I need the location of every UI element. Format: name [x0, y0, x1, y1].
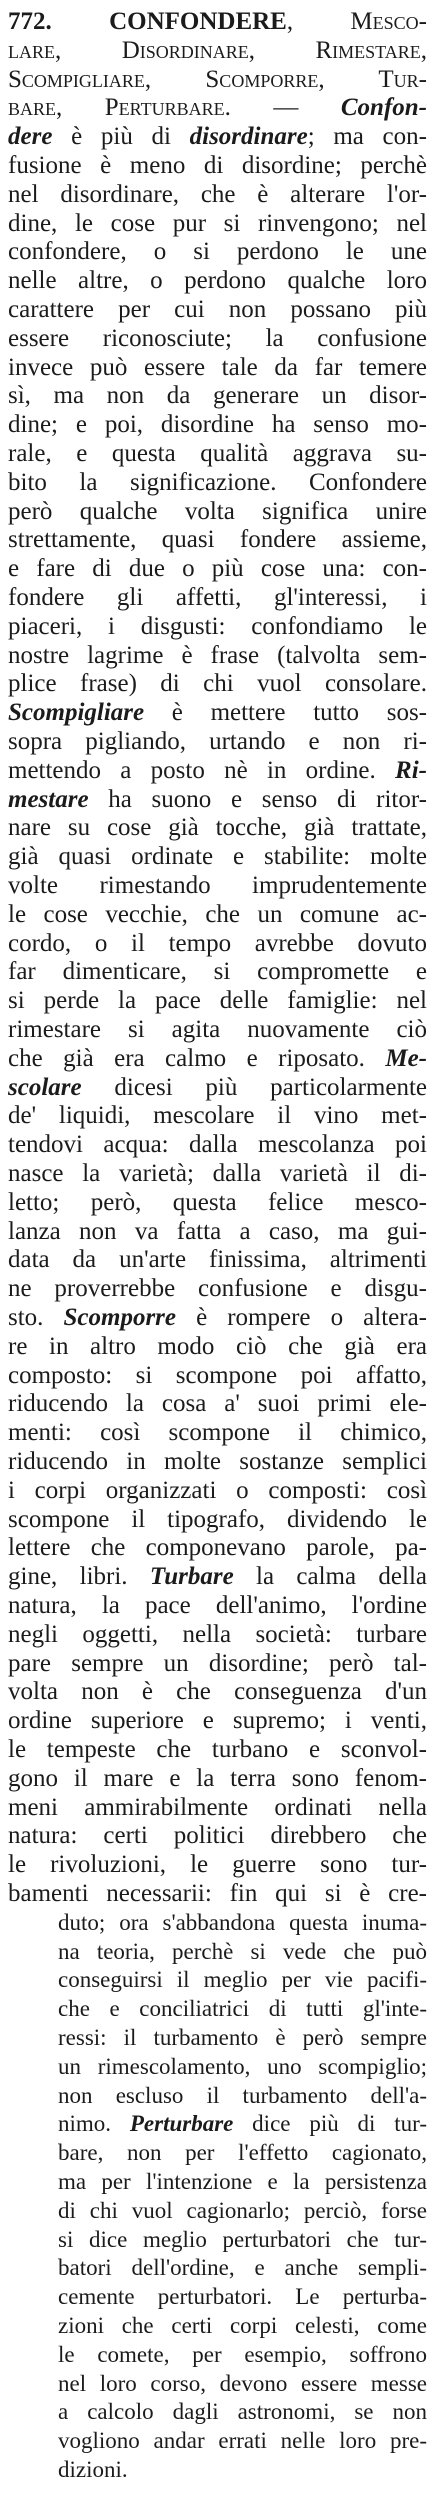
text-segment: volta non è che conseguenza d'un: [8, 1678, 427, 1706]
text-segment: dizioni.: [58, 2457, 128, 2482]
text-segment: gono il mare e la terra sono fenom-: [8, 1764, 427, 1792]
text-segment: 772.: [8, 8, 110, 35]
text-segment: re in altro modo ciò che già era: [8, 1332, 427, 1360]
text-segment: natura: certi politici direbbero che: [8, 1822, 427, 1850]
text-segment: non escluso il turbamento dell'a-: [58, 2082, 427, 2108]
text-segment: mettendo a posto nè in ordine.: [8, 756, 396, 784]
italic-term: mestare: [8, 785, 89, 813]
text-segment: essere riconosciute; la confusione: [8, 324, 427, 352]
text-segment: meni ammirabilmente ordinati nella: [8, 1793, 427, 1821]
text-segment: che e conciliatrici di tutti gl'inte-: [58, 1996, 427, 2022]
text-segment: cordo, o il tempo avrebbe dovuto: [8, 929, 427, 957]
text-segment: duto; ora s'abbandona questa inuma-: [58, 1909, 427, 1935]
text-segment: riducendo la cosa a' suoi primi ele-: [8, 1390, 427, 1418]
entry-text-line: [58, 2450, 427, 2490]
text-segment: e fare di due o più cose una: con-: [8, 555, 427, 583]
text-segment: conseguirsi il meglio per vie pacifi-: [58, 1967, 427, 1993]
text-segment: composto: si scompone poi affatto,: [8, 1361, 427, 1389]
text-segment: zioni che certi corpi celesti, come: [58, 2313, 427, 2338]
text-segment: le cose vecchie, che un comune ac-: [8, 900, 427, 928]
italic-term: disordinare: [189, 123, 308, 151]
text-segment: bare, non per l'effetto cagionato,: [58, 2140, 427, 2166]
text-segment: le tempeste che turbano e sconvol-: [8, 1736, 427, 1763]
text-segment: i corpi organizzati o composti: così: [8, 1476, 427, 1504]
italic-term: Perturbare: [129, 2111, 234, 2137]
text-segment: ne proverrebbe confusione e disgu-: [8, 1275, 427, 1303]
small-caps-text: Scompigliare, Scomporre, Tur-: [8, 65, 427, 93]
text-segment: nel disordinare, che è alterare l'or-: [8, 180, 427, 208]
text-segment: CONFONDERE: [109, 8, 287, 35]
text-segment: letto; però, questa felice mesco-: [8, 1188, 427, 1216]
text-segment: dine, le cose pur si rinvengono; nel: [8, 209, 427, 237]
text-segment: lanza non va fatta a caso, ma gui-: [8, 1217, 427, 1245]
text-segment: si dice meglio perturbatori che tur-: [58, 2226, 427, 2252]
text-segment: invece può essere tale da far temere: [8, 353, 427, 381]
text-segment: è più di: [52, 123, 190, 151]
text-segment: cemente perturbatori. Le perturba-: [58, 2284, 427, 2310]
text-segment: nostre lagrime è frase (talvolta sem-: [8, 641, 427, 669]
text-segment: vogliono andar errati nelle loro pre-: [58, 2428, 427, 2454]
text-segment: è mettere tutto sos-: [144, 699, 427, 727]
text-segment: le comete, per esempio, soffrono: [58, 2341, 427, 2367]
text-segment: si perde la pace delle famiglie: nel: [8, 987, 427, 1015]
text-segment: dice più di tur-: [233, 2111, 427, 2137]
text-segment: carattere per cui non possano più: [8, 296, 427, 323]
italic-term: dere: [8, 123, 53, 151]
small-caps-text: lare, Disordinare, Rimestare,: [8, 36, 427, 64]
text-segment: la calma della: [233, 1563, 427, 1591]
text-segment: è rompere o altera-: [176, 1304, 427, 1331]
text-segment: rale, e questa qualità aggrava su-: [8, 440, 427, 467]
text-segment: già quasi ordinate e stabilite: molte: [8, 843, 427, 871]
text-segment: dicesi più particolarmente: [81, 1073, 427, 1101]
text-segment: far dimenticare, si compromette e: [8, 958, 427, 986]
text-segment: nel loro corso, devono essere messe: [58, 2370, 427, 2396]
text-segment: pare sempre un disordine; però tal-: [8, 1649, 427, 1677]
text-segment: natura, la pace dell'animo, l'ordine: [8, 1592, 427, 1619]
text-segment: na teoria, perchè si vede che può: [58, 1938, 427, 1964]
text-segment: lettere che componevano parole, pa-: [8, 1534, 427, 1562]
text-segment: nasce la varietà; dalla varietà il di-: [8, 1160, 427, 1187]
text-segment: confondere, o si perdono le une: [8, 238, 427, 266]
italic-term: Scomporre: [63, 1304, 176, 1331]
text-segment: che già era calmo e riposato.: [8, 1044, 386, 1072]
italic-term: Me-: [385, 1044, 427, 1072]
text-segment: nelle altre, o perdono qualche loro: [8, 267, 427, 295]
text-segment: un rimescolamento, uno scompiglio;: [58, 2053, 427, 2079]
italic-term: Scompigliare: [8, 699, 145, 727]
text-segment: data da un'arte finissima, altrimenti: [8, 1246, 427, 1274]
text-segment: bito la significazione. Confondere: [8, 468, 427, 496]
text-segment: gine, libri.: [8, 1563, 150, 1591]
italic-term: Turbare: [149, 1563, 234, 1591]
text-segment: ma per l'intenzione e la persistenza: [58, 2169, 427, 2194]
text-segment: bamenti necessarii: fin qui si è cre-: [8, 1880, 427, 1907]
text-segment: sopra pigliando, urtando e non ri-: [8, 728, 427, 755]
italic-term: scolare: [8, 1073, 82, 1101]
italic-term: Ri-: [395, 756, 427, 784]
small-caps-text: bare, Perturbare. —: [8, 94, 341, 122]
text-segment: de' liquidi, mescolare il vino met-: [8, 1102, 427, 1130]
text-segment: sì, ma non da generare un disor-: [8, 382, 427, 410]
text-segment: batori dell'ordine, e anche sempli-: [58, 2255, 427, 2281]
text-segment: fondere gli affetti, gl'interessi, i: [8, 584, 427, 611]
text-segment: però qualche volta significa unire: [8, 497, 427, 525]
text-segment: ressi: il turbamento è però sempre: [58, 2025, 427, 2050]
text-segment: a calcolo dagli astronomi, se non: [58, 2399, 427, 2425]
text-segment: di chi vuol cagionarlo; perciò, forse: [58, 2197, 427, 2223]
text-segment: menti: così scompone il chimico,: [8, 1419, 427, 1447]
italic-term: Confon-: [340, 94, 427, 122]
text-segment: volte rimestando imprudentemente: [8, 872, 427, 899]
text-segment: rimestare si agita nuovamente ciò: [8, 1016, 427, 1043]
text-segment: dine; e poi, disordine ha senso mo-: [8, 411, 427, 439]
text-segment: scompone il tipografo, dividendo le: [8, 1505, 427, 1533]
text-segment: ordine superiore e supremo; i venti,: [8, 1707, 427, 1735]
text-segment: le rivoluzioni, le guerre sono tur-: [8, 1851, 427, 1879]
text-segment: ; ma con-: [307, 123, 427, 151]
text-segment: negli oggetti, nella società: turbare: [8, 1620, 427, 1648]
text-segment: sto.: [8, 1304, 64, 1331]
text-segment: ha suono e senso di ritor-: [88, 785, 427, 813]
text-segment: piaceri, i disgusti: confondiamo le: [8, 612, 427, 640]
text-segment: nare su cose già tocche, già trattate,: [8, 814, 427, 842]
text-segment: nimo.: [58, 2111, 130, 2137]
small-caps-text: , Mesco-: [286, 8, 427, 35]
text-segment: plice frase) di chi vuol consolare.: [8, 670, 427, 698]
text-segment: tendovi acqua: dalla mescolanza poi: [8, 1131, 427, 1159]
text-segment: strettamente, quasi fondere assieme,: [8, 526, 427, 554]
text-segment: riducendo in molte sostanze semplici: [8, 1448, 427, 1475]
text-segment: fusione è meno di disordine; perchè: [8, 152, 427, 179]
